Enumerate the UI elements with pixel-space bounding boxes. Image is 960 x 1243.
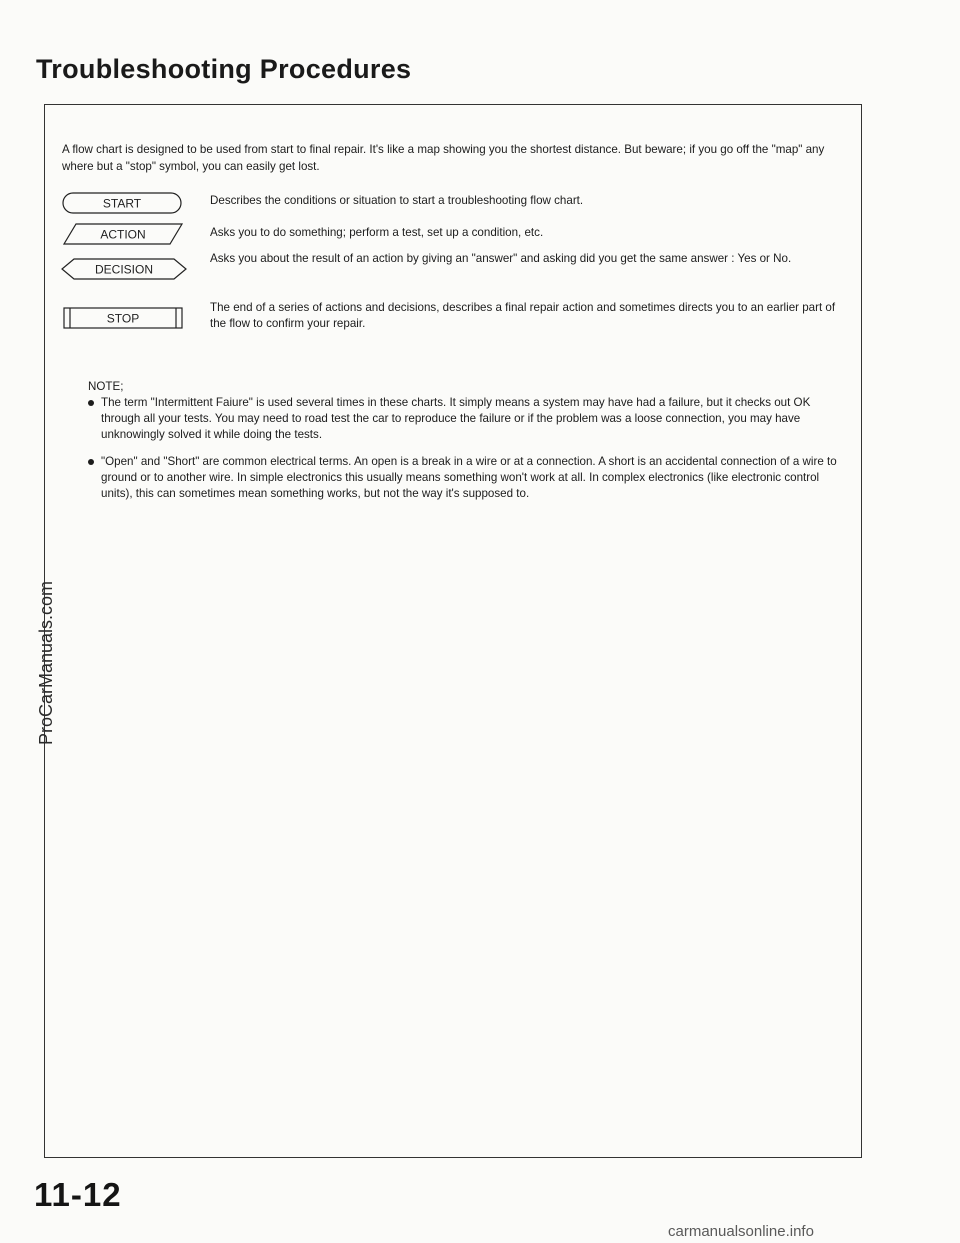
decision-description: Asks you about the result of an action by giving an "answer" and asking did you get the same answer : Yes or No. <box>210 252 792 265</box>
stop-terminal-symbol <box>60 306 192 332</box>
intro-paragraph: A flow chart is designed to be used from start to final repair. It's like a map showing you the shortest distance. But beware; if you go off the "map" any where but a "stop" symbol, you can easily get lost. <box>62 143 825 173</box>
page-number: 11-12 <box>34 1176 122 1213</box>
note-label: NOTE; <box>88 380 124 393</box>
symbol-row-decision <box>60 252 850 297</box>
decision-symbol-label: DECISION <box>94 262 154 277</box>
bullet-icon <box>88 459 94 465</box>
action-parallelogram-symbol <box>60 222 192 248</box>
note-open-short: "Open" and "Short" are common electrical terms. An open is a break in a wire or at a connection. A short is an accidental connection of a wire to ground or to another wire. In simple electronics this usually means something won't work at all. In complex electronics (like electronic control units), this can sometimes mean something works, but not the way it's supposed to. <box>101 455 837 500</box>
page-title: Troubleshooting Procedures <box>36 54 412 84</box>
note-intermittent-failure: The term "Intermittent Faiure" is used several times in these charts. It simply means a system may have had a failure, but it checks out OK through all your tests. You may need to road test the car to reproduce the failure or if the problem was a loose connection, you may have unknowingly solved it while doing the tests. <box>101 396 811 441</box>
decision-hexagon-symbol <box>60 257 192 283</box>
start-description: Describes the conditions or situation to start a troubleshooting flow chart. <box>210 194 584 207</box>
bullet-icon <box>88 400 94 406</box>
action-description: Asks you to do something; perform a test, set up a condition, etc. <box>210 226 544 239</box>
stop-description: The end of a series of actions and decisions, describes a final repair action and sometimes directs you to an earlier part of the flow to confirm your repair. <box>210 301 836 330</box>
start-terminal-symbol <box>60 191 192 217</box>
action-symbol-label: ACTION <box>100 227 146 242</box>
symbol-row-stop <box>60 301 850 346</box>
start-symbol-label: START <box>102 196 142 211</box>
footer-watermark: carmanualsonline.info <box>668 1223 814 1240</box>
side-watermark: ProCarManuals.com <box>36 580 56 745</box>
stop-symbol-label: STOP <box>106 311 140 326</box>
